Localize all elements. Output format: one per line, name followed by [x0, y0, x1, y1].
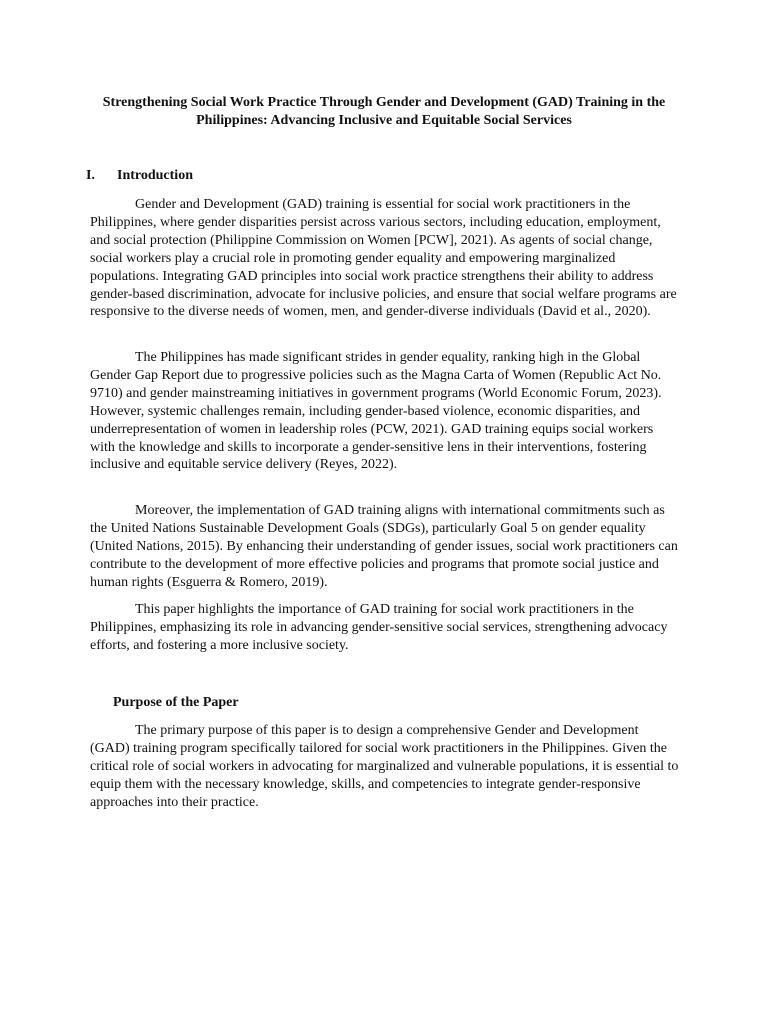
intro-paragraph-2: The Philippines has made significant strides in gender equality, ranking high in the Global Gender Gap Report due to progressive policies such as the Magna Carta of Women (Republic Act No. 9710) and gender mainstreaming initiatives in government programs (World Economic Forum, 2023). However, systemic challenges remain, including gender-based violence, economic disparities, and underrepresentation of women in leadership roles (PCW, 2021). GAD training equips social workers with the knowledge and skills to incorporate a gender-sensitive lens in their interventions, fostering inclusive and equitable service delivery (Reyes, 2022).	[90, 350, 662, 473]
intro-paragraph-3: Moreover, the implementation of GAD training aligns with international commitments such as the United Nations Sustainable Development Goals (SDGs), particularly Goal 5 on gender equality (United Nations, 2015). By enhancing their understanding of gender issues, social work practitioners can contribute to the development of more effective policies and programs that promote social justice and human rights (Esguerra & Romero, 2019).	[90, 503, 678, 590]
purpose-paragraph-1: The primary purpose of this paper is to design a comprehensive Gender and Development (GAD) training program specifically tailored for social work practitioners in the Philippines. Given the critical role of social workers in advocating for marginalized and vulnerable populations, it is essential to equip them with the necessary knowledge, skills, and competencies to integrate gender-responsive approaches into their practice.	[90, 723, 679, 810]
intro-paragraph-1: Gender and Development (GAD) training is essential for social work practitioners in the Philippines, where gender disparities persist across various sectors, including education, employment, and social protection (Philippine Commission on Women [PCW], 2021). As agents of social change, social workers play a crucial role in promoting gender equality and empowering marginalized populations. Integrating GAD principles into social work practice strengthens their ability to address gender-based discrimination, advocate for inclusive policies, and ensure that social welfare programs are responsive to the diverse needs of women, men, and gender-diverse individuals (David et al., 2020).	[90, 197, 677, 320]
section-number: I.	[86, 168, 95, 183]
intro-paragraph-4: This paper highlights the importance of GAD training for social work practitioners in the Philippines, emphasizing its role in advancing gender-sensitive social services, strengthening advocacy efforts, and fostering a more inclusive society.	[90, 602, 668, 653]
subsection-heading-purpose: Purpose of the Paper	[113, 695, 239, 710]
section-heading-introduction	[86, 167, 193, 185]
document-title: Strengthening Social Work Practice Through Gender and Development (GAD) Training in the Philippines: Advancing Inclusive and Equitable Social Services	[102, 95, 666, 128]
section-title: Introduction	[117, 168, 193, 183]
